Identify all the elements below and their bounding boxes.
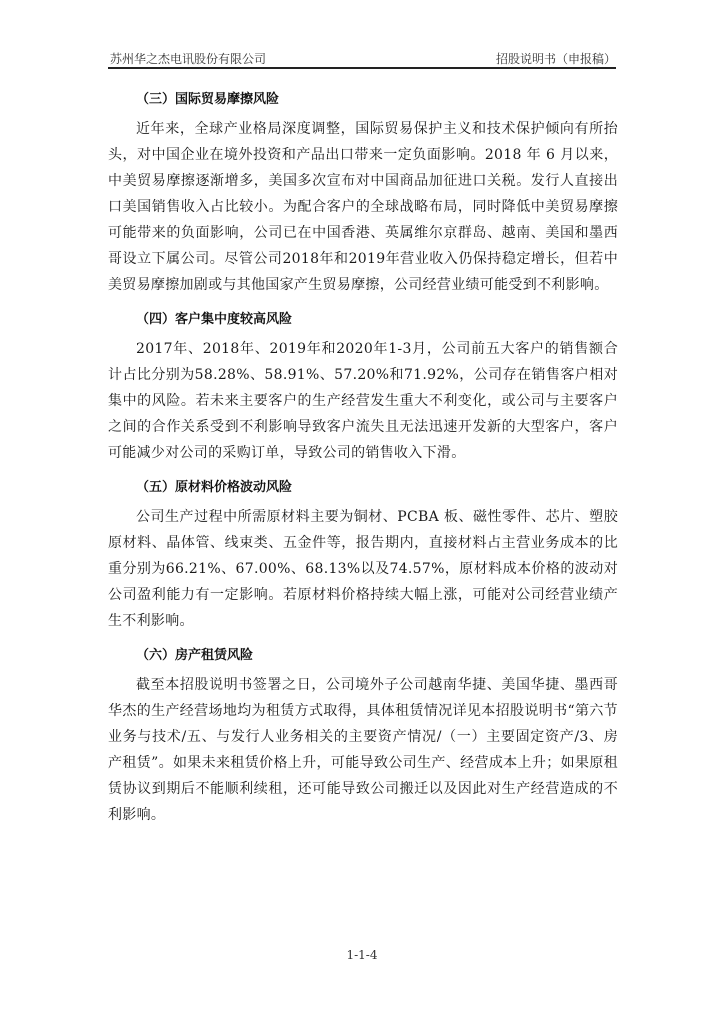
page-number: 1-1-4 bbox=[346, 948, 378, 962]
header-divider bbox=[108, 67, 616, 69]
section-title-property-lease: （六）房产租赁风险 bbox=[136, 648, 254, 663]
section-title-customer-concentration: （四）客户集中度较高风险 bbox=[136, 312, 293, 327]
section-title-raw-material-price: （五）原材料价格波动风险 bbox=[136, 480, 293, 495]
section-body-customer-concentration: 2017年、2018年、2019年和2020年1-3月，公司前五大客户的销售额合计占比分别为58.28%、58.91%、57.20%和71.92%，公司存在销售客户相对集中的风险。若未来主要客户的生产经营发生重大不利变化，或公司与主要客户之间的合作关系受到不利影响导致客户流失且无法迅速开发新的大型客户，客户可能减少对公司的采购订单，导致公司的销售收入下滑。 bbox=[108, 341, 618, 461]
document-body bbox=[108, 84, 618, 834]
header-document-type: 招股说明书（申报稿） bbox=[495, 52, 616, 66]
section-body-property-lease: 截至本招股说明书签署之日，公司境外子公司越南华捷、美国华捷、墨西哥华杰的生产经营场地均为租赁方式取得，具体租赁情况详见本招股说明书“第六节 业务与技术/五、与发行人业务相关的主要资产情况/（一）主要固定资产/3、房产租赁”。如果未来租赁价格上升，可能导致公司生产、经营成本上升；如果原租赁协议到期后不能顺利续租，还可能导致公司搬迁以及因此对生产经营造成的不利影响。 bbox=[108, 677, 618, 823]
section-title-trade-friction: （三）国际贸易摩擦风险 bbox=[136, 92, 280, 107]
page-header bbox=[108, 48, 616, 68]
header-company-name: 苏州华之杰电讯股份有限公司 bbox=[110, 52, 267, 66]
section-body-trade-friction: 近年来，全球产业格局深度调整，国际贸易保护主义和技术保护倾向有所抬头，对中国企业在境外投资和产品出口带来一定负面影响。2018 年 6 月以来，中美贸易摩擦逐渐增多，美国多次宣布对中国商品加征进口关税。发行人直接出口美国销售收入占比较小。为配合客户的全球战略布局，同时降低中美贸易摩擦可能带来的负面影响，公司已在中国香港、英属维尔京群岛、越南、美国和墨西哥设立下属公司。尽管公司2018年和2019年营业收入仍保持稳定增长，但若中美贸易摩擦加剧或与其他国家产生贸易摩擦，公司经营业绩可能受到不利影响。 bbox=[108, 121, 618, 293]
section-body-raw-material-price: 公司生产过程中所需原材料主要为铜材、PCBA 板、磁性零件、芯片、塑胶原材料、晶体管、线束类、五金件等，报告期内，直接材料占主营业务成本的比重分别为66.21%、67.00%、68.13%以及74.57%，原材料成本价格的波动对公司盈利能力有一定影响。若原材料价格持续大幅上涨，可能对公司经营业绩产生不利影响。 bbox=[108, 509, 618, 629]
